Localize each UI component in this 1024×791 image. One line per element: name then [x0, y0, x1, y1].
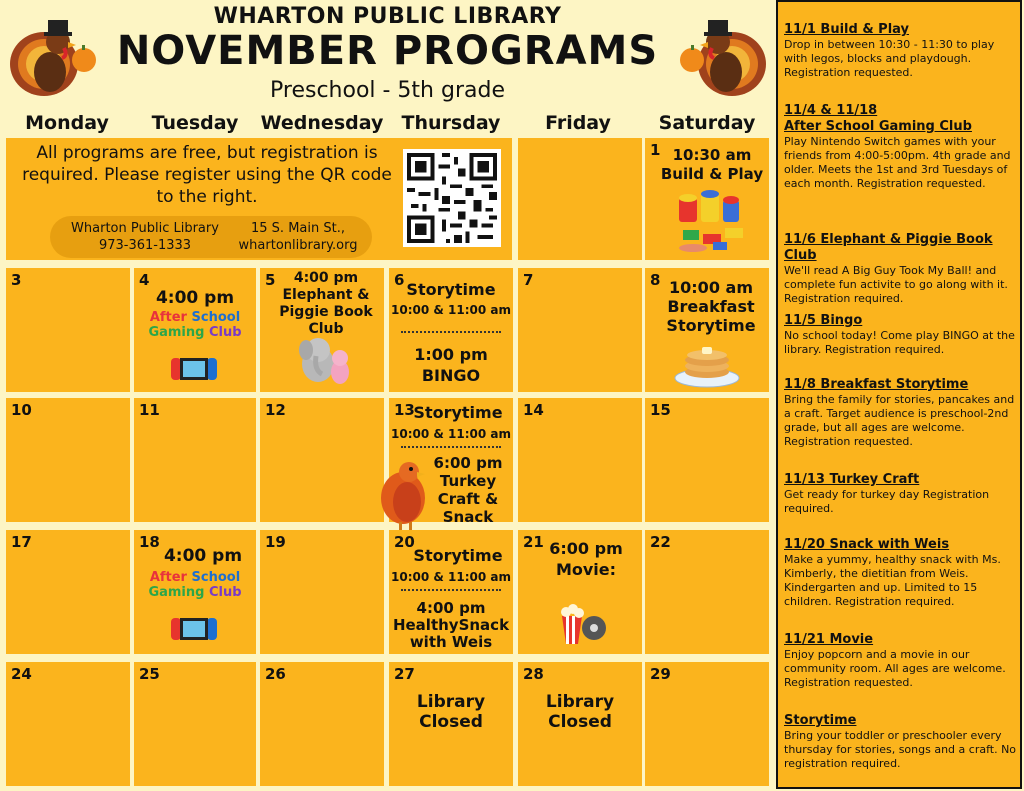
date-number: 19: [265, 533, 286, 551]
date-number: 24: [11, 665, 32, 683]
date-number: 3: [11, 271, 22, 289]
calendar-cell-12[interactable]: [260, 398, 384, 522]
event-time: 4:00 pm: [293, 270, 359, 286]
calendar-cell-18[interactable]: [134, 530, 256, 654]
program-title: 11/8 Breakfast Storytime: [784, 377, 969, 392]
event-time: 4:00 pm: [163, 546, 243, 566]
day-header-monday: Monday: [25, 112, 109, 134]
event-time: 10:30 am: [672, 146, 752, 164]
date-number: 4: [139, 271, 150, 289]
calendar-cell-14[interactable]: [518, 398, 642, 522]
date-number: 12: [265, 401, 286, 419]
program-description: Play Nintendo Switch games with your friends from 4:00-5:00pm. 4th grade and older. Meets the 1st and 3rd Tuesdays of each month. Registration requested.: [784, 135, 1011, 190]
program-description: We'll read A Big Guy Took My Ball! and complete fun activite to go along with it. Registration required.: [784, 264, 1008, 305]
event-title: BINGO: [421, 366, 481, 385]
day-header-saturday: Saturday: [658, 112, 756, 134]
date-number: 7: [523, 271, 534, 289]
program-title: 11/21 Movie: [784, 632, 874, 647]
turkey-icon: [6, 12, 98, 102]
program-title: 11/20 Snack with Weis: [784, 537, 950, 552]
program-breakfast-storytime: [784, 377, 1018, 449]
turkey-icon: [377, 458, 431, 534]
program-title: 11/6 Elephant & Piggie Book Club: [784, 232, 993, 263]
day-header-friday: Friday: [545, 112, 611, 134]
event-title: Elephant & Piggie Book Club: [279, 287, 373, 337]
event-title: HealthySnack with Weis: [392, 616, 510, 651]
date-number: 11: [139, 401, 160, 419]
program-description: Bring the family for stories, pancakes and a craft. Target audience is preschool-2nd grade, but all ages are welcome. Registration requested.: [784, 393, 1015, 448]
date-number: 8: [650, 271, 661, 289]
day-header-thursday: Thursday: [401, 112, 501, 134]
event-time: 4:00 pm: [416, 599, 486, 617]
date-number: 26: [265, 665, 286, 683]
gaming-club-logo: After School Gaming Club: [148, 570, 242, 600]
date-number: 5: [265, 271, 276, 289]
date-number: 28: [523, 665, 544, 683]
program-title: 11/5 Bingo: [784, 313, 863, 328]
calendar-cell-21[interactable]: [518, 530, 642, 654]
header: [0, 0, 775, 110]
event-title: Storytime: [413, 403, 503, 422]
calendar-cell-8[interactable]: [645, 268, 769, 392]
program-description: Enjoy popcorn and a movie in our community room. All ages are welcome. Registration requested.: [784, 648, 1006, 689]
event-title: Library Closed: [545, 692, 615, 732]
date-number: 22: [650, 533, 671, 551]
page-title: NOVEMBER PROGRAMS: [116, 28, 659, 74]
event-title: Storytime: [406, 280, 496, 299]
program-gaming-club: [784, 103, 1018, 191]
contact-pill: [50, 216, 372, 258]
event-title: Breakfast Storytime: [666, 297, 756, 335]
date-number: 27: [394, 665, 415, 683]
calendar-cell-29[interactable]: [645, 662, 769, 786]
program-description: Drop in between 10:30 - 11:30 to play with legos, blocks and playdough. Registration requested.: [784, 38, 995, 79]
calendar-cell-27[interactable]: [389, 662, 513, 786]
calendar-cell-10[interactable]: [6, 398, 130, 522]
program-snack-weis: [784, 537, 1018, 609]
day-header-tuesday: Tuesday: [151, 112, 239, 134]
event-time: 10:00 & 11:00 am: [391, 427, 511, 441]
registration-note: All programs are free, but registration is required. Please register using the QR code to the right.: [22, 143, 392, 207]
program-movie: [784, 632, 1018, 690]
turkey-icon: [678, 12, 770, 102]
playdough-blocks-icon: [673, 190, 753, 254]
game-console-icon: [171, 614, 217, 644]
game-console-icon: [171, 354, 217, 384]
pancakes-icon: [673, 338, 741, 388]
page-subtitle: Preschool - 5th grade: [270, 78, 505, 103]
event-time: 10:00 & 11:00 am: [391, 570, 511, 584]
program-description: Make a yummy, healthy snack with Ms. Kimberly, the dietitian from Weis. Kindergarten and up. Limited to 15 children. Registration required.: [784, 553, 1001, 608]
calendar-cell-3[interactable]: [6, 268, 130, 392]
program-title: 11/13 Turkey Craft: [784, 472, 920, 487]
program-build-play: [784, 22, 1018, 80]
calendar-cell-1[interactable]: [645, 138, 769, 260]
program-description: Bring your toddler or preschooler every thursday for stories, songs and a craft. No registration required.: [784, 729, 1017, 770]
program-bingo: [784, 313, 1018, 357]
calendar-cell-empty: [518, 138, 642, 260]
event-time: 10:00 am: [669, 278, 753, 297]
date-number: 17: [11, 533, 32, 551]
date-number: 13: [394, 401, 415, 419]
date-number: 10: [11, 401, 32, 419]
popcorn-film-icon: [556, 602, 608, 646]
library-name: WHARTON PUBLIC LIBRARY: [213, 4, 562, 29]
calendar-cell-25[interactable]: [134, 662, 256, 786]
calendar-cell-19[interactable]: [260, 530, 384, 654]
event-time: 10:00 & 11:00 am: [391, 303, 511, 317]
calendar-cell-5[interactable]: [260, 268, 384, 392]
date-number: 15: [650, 401, 671, 419]
date-number: 20: [394, 533, 415, 551]
date-number: 1: [650, 141, 661, 159]
contact-phone: 973-361-1333: [98, 238, 192, 253]
program-title: Storytime: [784, 713, 857, 728]
program-description: Get ready for turkey day Registration required.: [784, 488, 990, 515]
calendar-cell-20[interactable]: [389, 530, 513, 654]
elephant-piggie-icon: [298, 334, 352, 388]
program-storytime: [784, 713, 1018, 771]
program-description: No school today! Come play BINGO at the library. Registration required.: [784, 329, 1015, 356]
qr-code-icon[interactable]: [403, 149, 501, 247]
date-number: 21: [523, 533, 544, 551]
calendar-cell-7[interactable]: [518, 268, 642, 392]
calendar-cell-6[interactable]: [389, 268, 513, 392]
calendar-cell-11[interactable]: [134, 398, 256, 522]
event-time: 4:00 pm: [155, 288, 235, 308]
contact-library-name: Wharton Public Library: [71, 221, 219, 236]
calendar-cell-22[interactable]: [645, 530, 769, 654]
event-title: Movie:: [555, 560, 617, 579]
program-title: 11/4 & 11/18: [784, 103, 878, 118]
contact-address: 15 S. Main St.,: [251, 221, 345, 236]
calendar-cell-24[interactable]: [6, 662, 130, 786]
event-time: 6:00 pm: [549, 539, 623, 558]
contact-website: whartonlibrary.org: [238, 238, 358, 253]
event-title: Turkey Craft & Snack: [437, 472, 499, 526]
program-title: 11/1 Build & Play: [784, 22, 910, 37]
date-number: 18: [139, 533, 160, 551]
event-title: Storytime: [413, 546, 503, 565]
event-title: Build & Play: [660, 165, 764, 183]
calendar-cell-13[interactable]: [389, 398, 513, 526]
program-book-club: [784, 232, 1018, 306]
date-number: 25: [139, 665, 160, 683]
calendar-cell-28[interactable]: [518, 662, 642, 786]
calendar-cell-26[interactable]: [260, 662, 384, 786]
event-time: 1:00 pm: [414, 345, 488, 364]
day-header-wednesday: Wednesday: [260, 112, 384, 134]
program-title: After School Gaming Club: [784, 119, 972, 134]
program-turkey-craft: [784, 472, 1018, 516]
event-time: 6:00 pm: [433, 454, 503, 472]
program-descriptions: [776, 0, 1022, 789]
calendar-cell-15[interactable]: [645, 398, 769, 522]
date-number: 6: [394, 271, 405, 289]
calendar-cell-4[interactable]: [134, 268, 256, 392]
event-title: Library Closed: [416, 692, 486, 732]
calendar-cell-17[interactable]: [6, 530, 130, 654]
date-number: 29: [650, 665, 671, 683]
gaming-club-logo: After School Gaming Club: [148, 310, 242, 340]
date-number: 14: [523, 401, 544, 419]
